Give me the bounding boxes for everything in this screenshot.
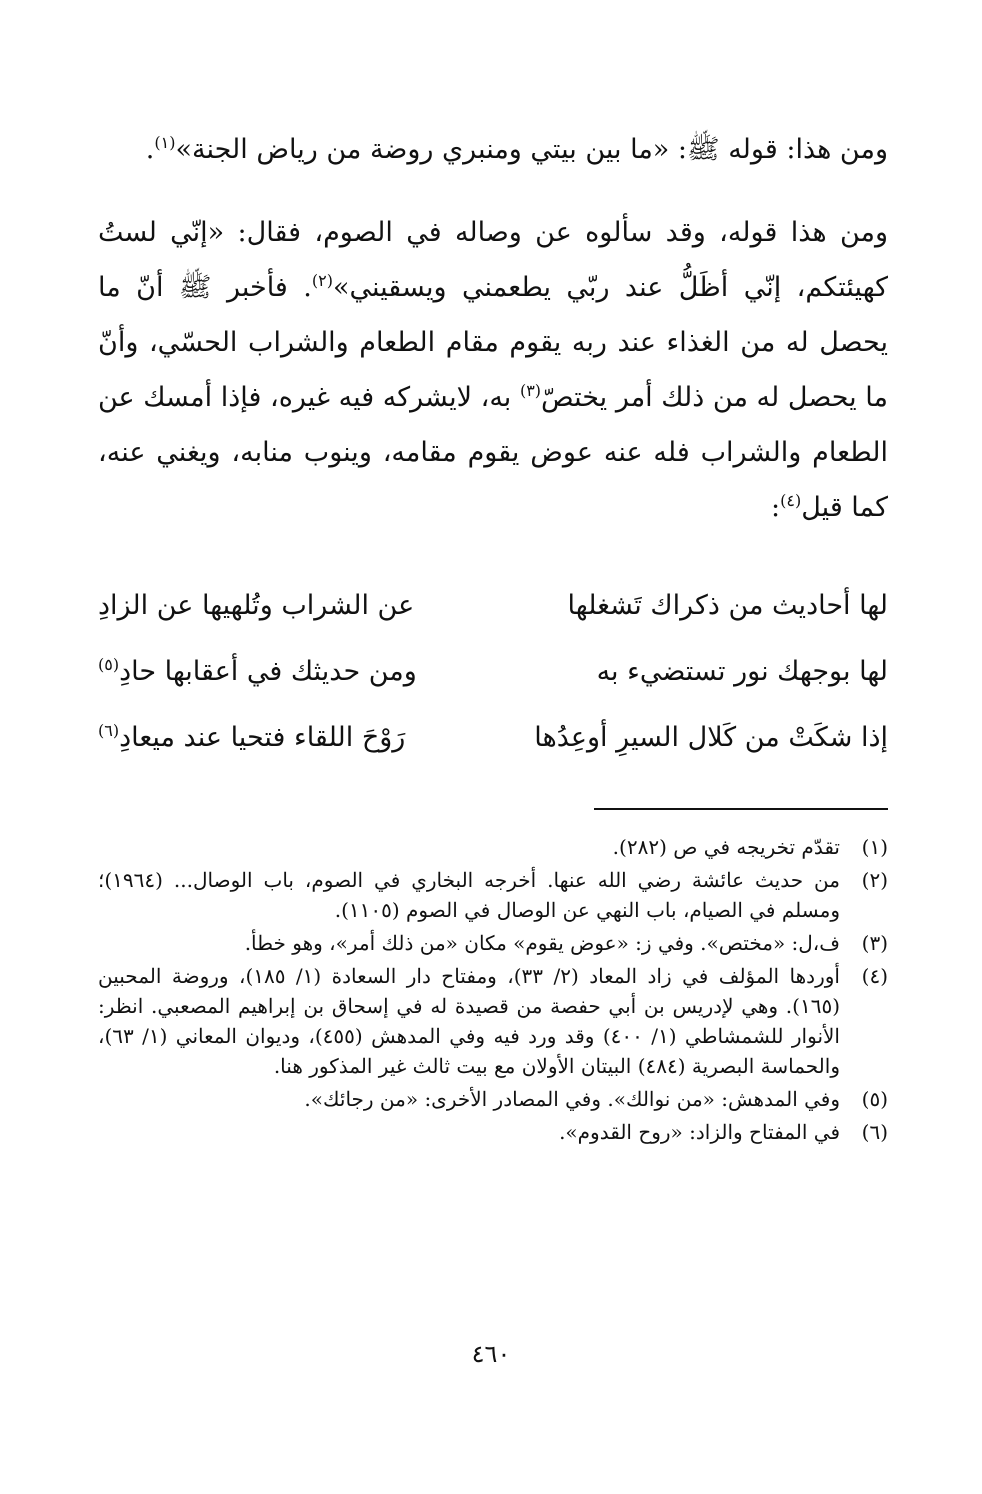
paragraph-2: ومن هذا قوله، وقد سألوه عن وصاله في الصوم، فقال: «إنّي لستُ كهيئتكم، إنّي أظَلُّ عند ربّي يطعمني ويسقيني»$^{(٢)}$. فأخبر ﷺ أنّ ما يحصل له من الغذاء عند ربه يقوم مقام الطعام والشراب الحسّي، وأنّ ما يحصل له من ذلك أمر يختصّ$^{(٣)}$ به، لايشركه فيه غيره، فإذا أمسك عن الطعام والشراب فله عنه عوض يقوم مقامه، وينوب منابه، ويغني عنه، كما قيل$^{(٤)}$: [98, 217, 888, 523]
footnote [98, 961, 888, 1081]
verse-second-hemistich: رَوْحَ اللقاء فتحيا عند ميعادِ$^{(٦)}$ [98, 720, 406, 753]
footnote-ref-4: (٤) [780, 491, 802, 510]
footnote-ref-3: (٣) [519, 381, 542, 400]
footnote-number: (٥) [861, 1087, 888, 1111]
footnote-text: من حديث عائشة رضي الله عنها. أخرجه البخاري في الصوم، باب الوصال... (١٩٦٤)؛ ومسلم في الصيام، باب النهي عن الوصال في الصوم (١١٠٥). [98, 868, 840, 922]
footnote-text: أوردها المؤلف في زاد المعاد (٢/ ٣٣)، ومفتاح دار السعادة (١/ ١٨٥)، وروضة المحبين (١٦٥). وهي لإدريس بن أبي حفصة من قصيدة له في إسحاق بن إبراهيم المصعبي. انظر: الأنوار للشمشاطي (١/ ٤٠٠) وقد ورد فيه وفي المدهش (٤٥٥)، وديوان المعاني (١/ ٦٣)، والحماسة البصرية (٤٨٤) البيتان الأولان مع بيت ثالث غير المذكور هنا. [98, 964, 840, 1078]
footnote [98, 832, 888, 862]
footnote-number: (٤) [861, 964, 888, 988]
footnote [98, 928, 888, 958]
footnote-ref-2: (٢) [311, 271, 333, 290]
footnote [98, 1084, 888, 1114]
footnote [98, 1117, 888, 1147]
footnote-ref-5: (٥) [98, 654, 120, 674]
footnote-number: (١) [861, 835, 888, 859]
footnote-separator [594, 808, 888, 810]
verse-line [98, 638, 888, 704]
footnote-text: في المفتاح والزاد: «روح القدوم». [559, 1120, 840, 1144]
paragraph-1: ومن هذا: قوله ﷺ: «ما بين بيتي ومنبري روضة من رياض الجنة»$^{(١)}$. [145, 133, 888, 165]
footnote-number: (٢) [861, 868, 888, 892]
footnote-text: ف،ل: «مختص». وفي ز: «عوض يقوم» مكان «من ذلك أمر»، وهو خطأ. [244, 931, 840, 955]
footnote-ref-6: (٦) [98, 720, 120, 740]
footnote-text: وفي المدهش: «من نوالك». وفي المصادر الأخرى: «من رجائك». [304, 1087, 840, 1111]
footnotes [98, 832, 888, 1150]
footnote-number: (٦) [861, 1120, 888, 1144]
verse-first-hemistich: لها أحاديث من ذكراك تَشغلها [567, 589, 888, 621]
poem [98, 572, 888, 770]
page-number: ٤٦٠ [471, 1340, 511, 1368]
footnote-ref-1: (١) [154, 133, 176, 152]
main-text [98, 122, 888, 535]
verse-line [98, 572, 888, 638]
verse-second-hemistich: ومن حديثك في أعقابها حادِ$^{(٥)}$ [98, 654, 417, 687]
verse-second-hemistich: عن الشراب وتُلهيها عن الزادِ [98, 589, 415, 621]
verse-line [98, 704, 888, 770]
footnote-number: (٣) [861, 931, 888, 955]
verse-first-hemistich: لها بوجهك نور تستضيء به [596, 655, 888, 687]
footnote [98, 865, 888, 925]
verse-first-hemistich: إذا شكَتْ من كَلال السيرِ أوعِدُها [534, 721, 888, 753]
footnote-text: تقدّم تخريجه في ص (٢٨٢). [612, 835, 840, 859]
